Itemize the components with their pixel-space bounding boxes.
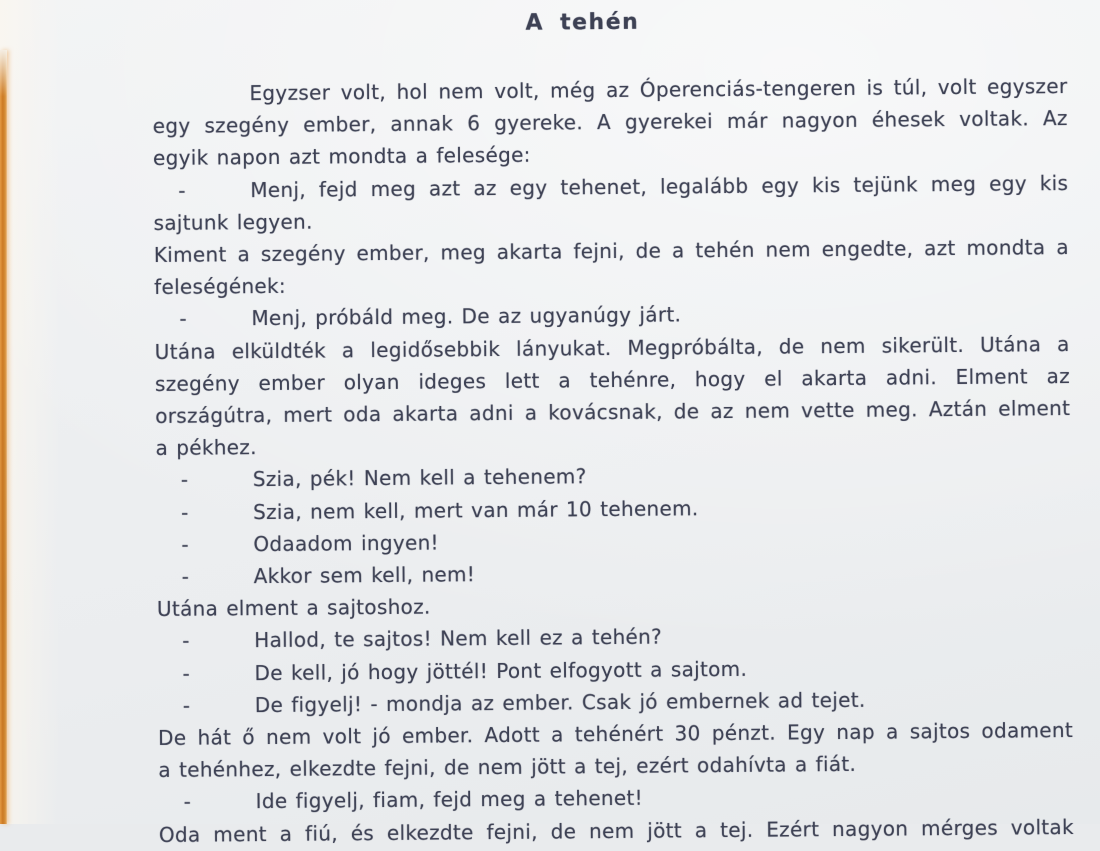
text-line-content: sajtunk legyen. [153, 209, 313, 235]
page-title: A tehén [525, 9, 640, 36]
text-line-content: De figyelj! - mondja az ember. Csak jó embernek ad tejet. [254, 687, 866, 717]
text-line-content: feleségének: [154, 274, 287, 300]
page-edge-stripe [0, 50, 7, 824]
text-line-content: De hát ő nem volt jó ember. Adott a tehénért 30 pénzt. Egy nap a sajtos odament [157, 718, 1074, 751]
text-line-content: Utána elment a sajtoshoz. [156, 594, 431, 622]
text-line-content: Hallod, te sajtos! Nem kell ez a tehén? [254, 625, 663, 653]
dash-bullet: - [181, 564, 190, 589]
story-sheet [152, 4, 1074, 851]
text-line-content: Oda ment a fiú, és elkezdte fejni, de nem jött a tej. Ezért nagyon mérges voltak [158, 814, 1074, 847]
text-line-content: Szia, nem kell, mert van már 10 tehenem. [252, 495, 699, 524]
dash-bullet: - [182, 629, 190, 654]
text-line-content: Menj, próbáld meg. De az ugyanúgy járt. [251, 302, 682, 331]
text-line-content: Szia, pék! Nem kell a tehenem? [252, 464, 587, 492]
text-line-content: Menj, fejd meg azt az egy tehenet, legalább egy kis tejünk meg egy kis [250, 170, 1069, 202]
text-line-content: Ide figyelj, fiam, fejd meg a tehenet! [255, 786, 644, 814]
text-line-content: egy szegény ember, annak 6 gyereke. A gyerekei már nagyon éhesek voltak. Az [152, 106, 1068, 139]
text-line-content: Kiment a szegény ember, meg akarta fejni, de a tehén nem engedte, azt mondta a [153, 235, 1069, 268]
dash-bullet: - [183, 790, 192, 815]
text-line-content: Egyzser volt, hol nem volt, még az Óperenciás-tengeren is túl, volt egyszer [249, 74, 1068, 106]
text-line-content: a pékhez. [155, 435, 257, 461]
text-line-content: Utána elküldték a legidősebbik lányukat. Megpróbálta, de nem sikerült. Utána a [154, 331, 1070, 364]
dash-bullet: - [178, 178, 186, 203]
dash-bullet: - [179, 307, 188, 332]
dash-bullet: - [181, 532, 190, 557]
dash-bullet: - [180, 468, 189, 493]
text-line-content: Odaadom ingyen! [253, 530, 439, 556]
text-line-content: a tehénhez, elkezdte fejni, de nem jött a tej, ezért odahívta a fiát. [158, 752, 857, 783]
text-line-content: szegény ember olyan ideges lett a tehénre, hogy el akarta adni. Elment az [154, 363, 1071, 396]
dash-bullet: - [182, 661, 191, 686]
text-line-content: országútra, mert oda akarta adni a kovácsnak, de az nem vette meg. Aztán elment [155, 396, 1071, 429]
text-line-content: egyik napon azt mondta a felesége: [152, 143, 531, 171]
text-line [159, 811, 1074, 851]
dash-bullet: - [180, 500, 189, 525]
text-line-content: Akkor sem kell, nem! [253, 562, 476, 589]
text-line-content: De kell, jó hogy jöttél! Pont elfogyott a sajtom. [254, 656, 748, 685]
dash-bullet: - [182, 693, 191, 718]
story-text [152, 70, 1074, 851]
